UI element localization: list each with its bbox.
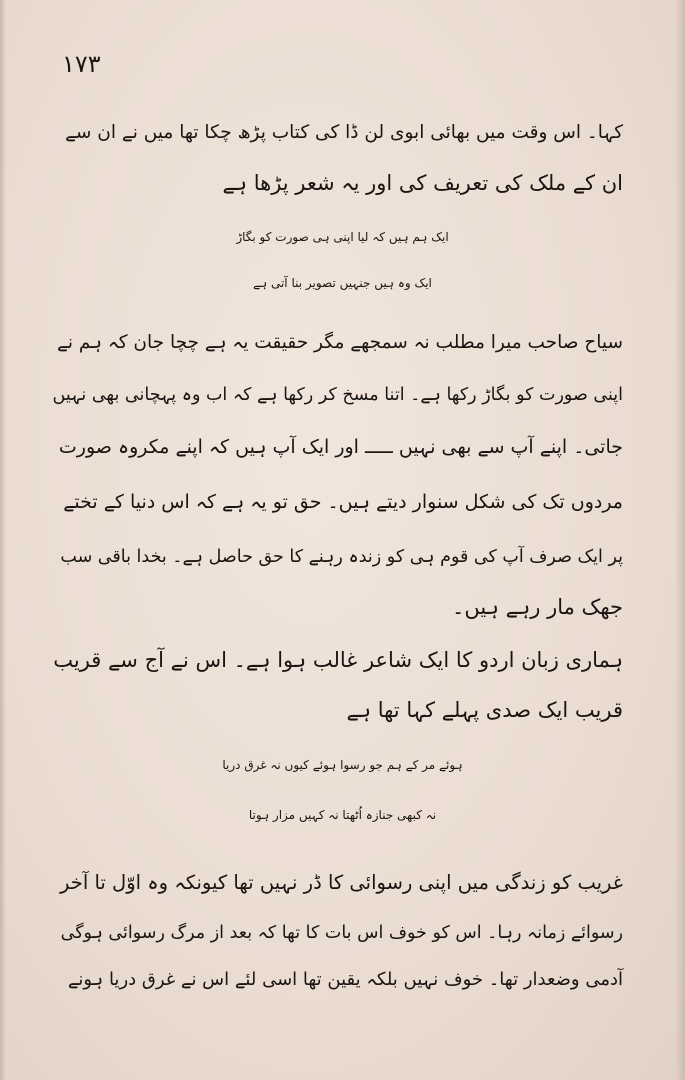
text-line: اپنی صورت کو بگاڑ رکھا ہے۔ اتنا مسخ کر رکھا ہے کہ اب وہ پہچانی بھی نہیں: [52, 385, 623, 405]
text-line: مردوں تک کی شکل سنوار دیتے ہیں۔ حق تو یہ ہے کہ اس دنیا کے تختے: [63, 491, 623, 513]
text-line: سیاح صاحب میرا مطلب نہ سمجھے مگر حقیقت یہ ہے چچا جان کہ ہم نے: [56, 332, 623, 353]
text-line: ان کے ملک کی تعریف کی اور یہ شعر پڑھا ہے: [222, 171, 623, 195]
text-line: جاتی۔ اپنے آپ سے بھی نہیں ـــــ اور ایک آپ ہیں کہ اپنے مکروہ صورت: [58, 436, 623, 458]
text-line: رسوائے زمانہ رہا۔ اس کو خوف اس بات کا تھا کہ بعد از مرگ رسوائی ہوگی: [60, 923, 623, 943]
page-edge-right: [675, 0, 685, 1080]
text-line: کہا۔ اس وقت میں بھائی ابوی لن ڈا کی کتاب پڑھ چکا تھا میں نے ان سے: [65, 122, 623, 143]
page-edge-left: [0, 0, 6, 1080]
verse-line: ہوئے مر کے ہم جو رسوا ہوئے کیوں نہ غرق دریا: [222, 758, 463, 772]
text-line: جھک مار رہے ہیں۔: [452, 595, 623, 619]
verse-line: ایک وہ ہیں جنہیں تصویر بنا آتی ہے: [253, 276, 432, 290]
page-number: ۱۷۳: [62, 50, 101, 78]
text-line: آدمی وضعدار تھا۔ خوف نہیں بلکہ یقین تھا اسی لئے اس نے غرق دریا ہونے: [67, 969, 623, 990]
verse-line: نہ کبھی جنازہ اُٹھتا نہ کہیں مزار ہوتا: [248, 808, 437, 822]
text-line: ہماری زبان اردو کا ایک شاعر غالب ہوا ہے۔ اس نے آج سے قریب: [53, 648, 623, 672]
text-line: قریب ایک صدی پہلے کہا تھا ہے: [346, 698, 623, 722]
verse-line: ایک ہم ہیں کہ لیا اپنی ہی صورت کو بگاڑ: [236, 230, 449, 244]
text-line: غریب کو زندگی میں اپنی رسوائی کا ڈر نہیں تھا کیونکہ وہ اوّل تا آخر: [60, 871, 623, 894]
text-line: پر ایک صرف آپ کی قوم ہی کو زندہ رہنے کا حق حاصل ہے۔ بخدا باقی سب: [60, 547, 623, 567]
